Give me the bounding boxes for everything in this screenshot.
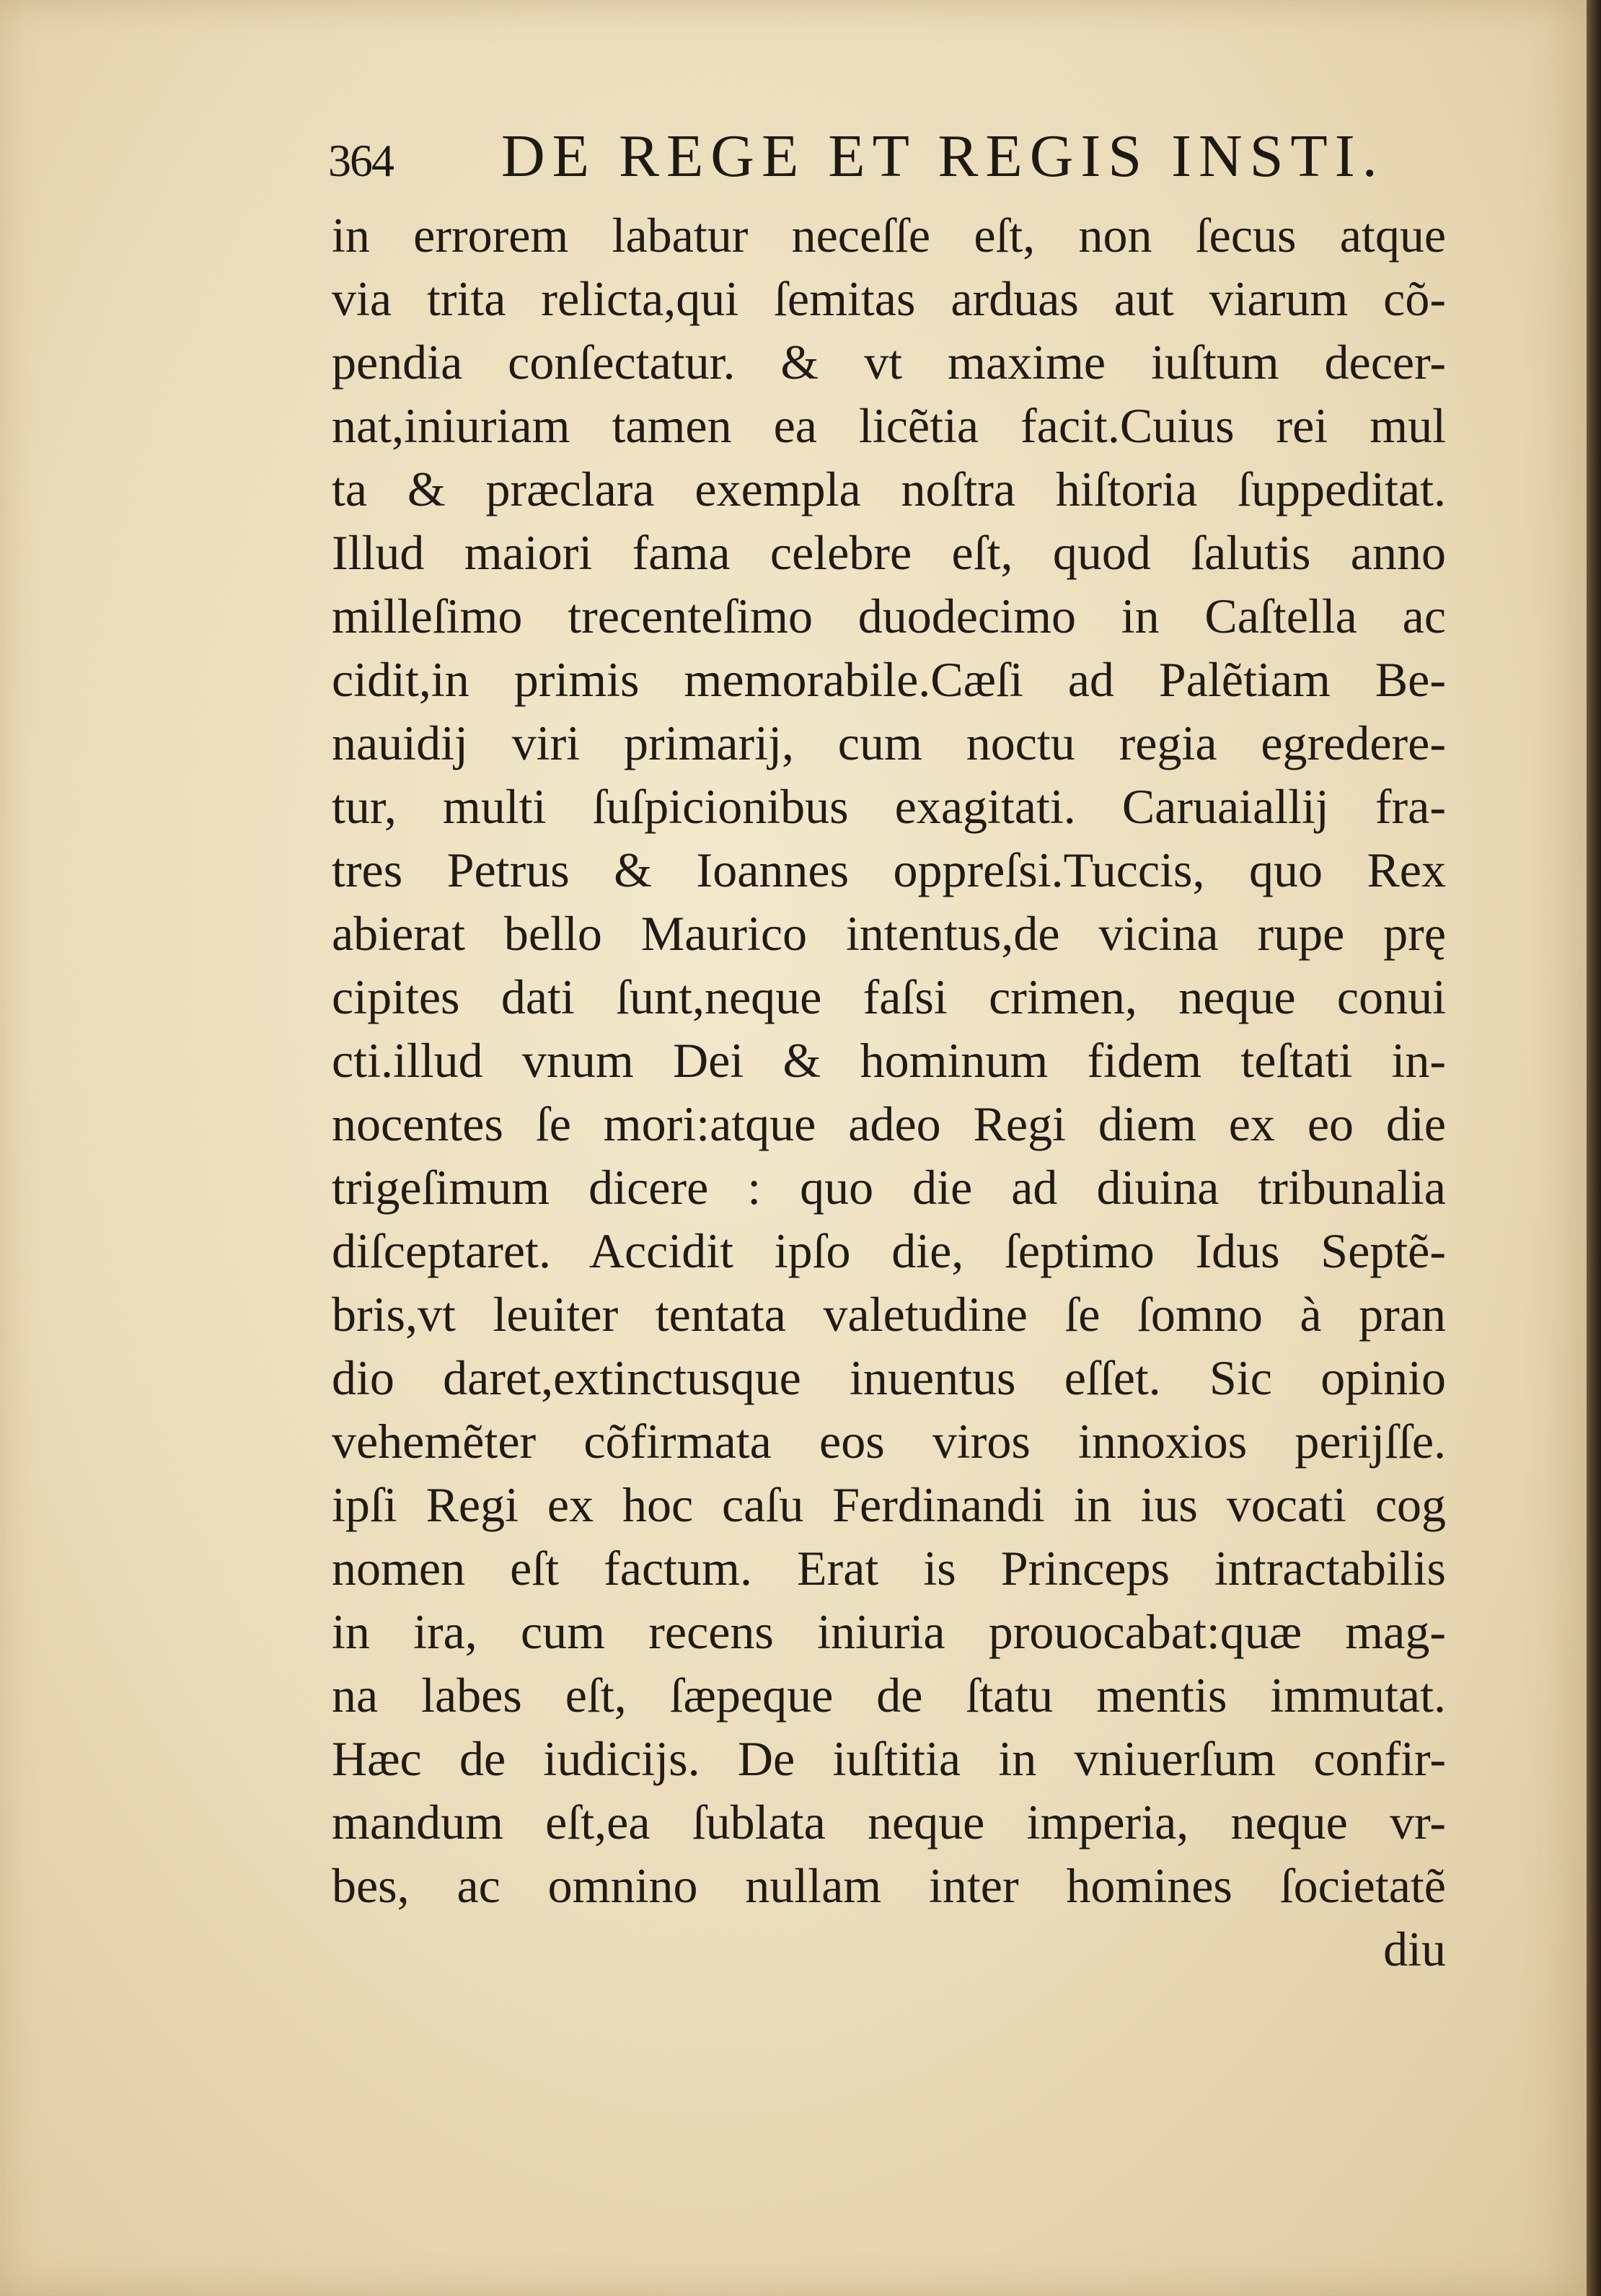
text-line: pendia conſectatur. & vt maxime iuſtum decer- [332,335,1446,390]
text-line: ipſi Regi ex hoc caſu Ferdinandi in ius vocati cog [332,1477,1446,1532]
text-line: cipites dati ſunt,neque faſsi crimen, neque conui [332,969,1446,1024]
text-line: Hæc de iudicijs. De iuſtitia in vniuerſum confir- [332,1731,1446,1786]
text-line: bes, ac omnino nullam inter homines ſocietatẽ [332,1858,1446,1913]
text-line: milleſimo trecenteſimo duodecimo in Caſtella ac [332,589,1446,643]
running-head [328,121,1453,201]
text-line: bris,vt leuiter tentata valetudine ſe ſomno à pran [332,1287,1446,1342]
text-line: cidit,in primis memorabile.Cæſi ad Palẽtiam Be- [332,652,1446,707]
text-line: in ira, cum recens iniuria prouocabat:quæ mag- [332,1604,1446,1659]
text-line: nomen eſt factum. Erat is Princeps intractabilis [332,1541,1446,1596]
text-line: via trita relicta,qui ſemitas arduas aut viarum cõ- [332,271,1446,326]
text-line: diſceptaret. Accidit ipſo die, ſeptimo Idus Septẽ- [332,1223,1446,1278]
text-line: ta & præclara exempla noſtra hiſtoria ſuppeditat. [332,462,1446,516]
catchword: diu [1383,1922,1446,1976]
text-line: tur, multi ſuſpicionibus exagitati. Caruaiallij fra- [332,779,1446,834]
text-line: na labes eſt, ſæpeque de ſtatu mentis immutat. [332,1668,1446,1723]
text-line: nocentes ſe mori:atque adeo Regi diem ex eo die [332,1096,1446,1151]
text-line: Illud maiori fama celebre eſt, quod ſalutis anno [332,525,1446,580]
running-title: DE REGE ET REGIS INSTI. [501,123,1385,190]
text-line: nauidij viri primarij, cum noctu regia egredere- [332,716,1446,770]
text-line: dio daret,extinctusque inuentus eſſet. Sic opinio [332,1350,1446,1405]
body-text [332,203,1446,1981]
text-line: abierat bello Maurico intentus,de vicina rupe prę [332,906,1446,961]
text-line: mandum eſt,ea ſublata neque imperia, neque vr- [332,1795,1446,1849]
page-edge [1587,0,1601,2296]
text-line: trigeſimum dicere : quo die ad diuina tribunalia [332,1160,1446,1215]
page-number: 364 [328,135,393,186]
text-line: cti.illud vnum Dei & hominum fidem teſtati in- [332,1033,1446,1088]
text-line: vehemẽter cõfirmata eos viros innoxios perijſſe. [332,1414,1446,1469]
text-line: in errorem labatur neceſſe eſt, non ſecus atque [332,208,1446,263]
text-line: tres Petrus & Ioannes oppreſsi.Tuccis, quo Rex [332,843,1446,897]
text-line: nat,iniuriam tamen ea licẽtia facit.Cuius rei mul [332,398,1446,453]
